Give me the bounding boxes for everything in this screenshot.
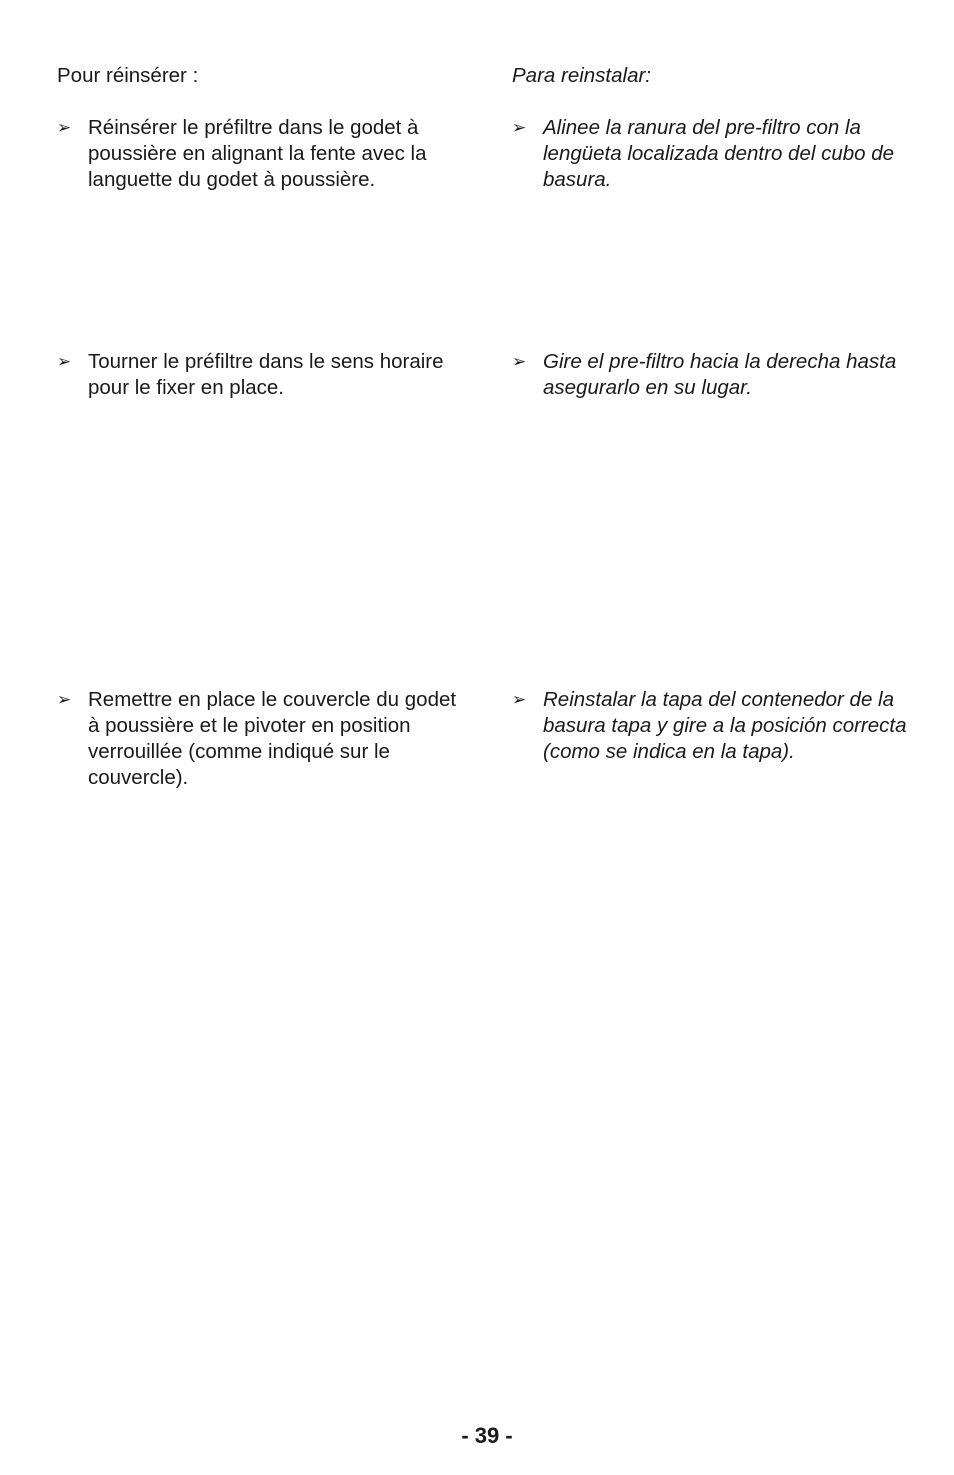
spanish-step-3-text: Reinstalar la tapa del contenedor de la basura tapa y gire a la posición correcta (como se indica en la tapa). xyxy=(543,688,907,763)
spanish-step-1 xyxy=(512,115,932,193)
french-step-3 xyxy=(57,687,467,791)
french-step-3-text: Remettre en place le couvercle du godet à poussière et le pivoter en position verrouillée (comme indiqué sur le couvercle). xyxy=(88,688,457,789)
spanish-step-2-text: Gire el pre-filtro hacia la derecha hasta asegurarlo en su lugar. xyxy=(543,350,897,399)
arrow-bullet-icon: ➢ xyxy=(512,690,527,710)
spanish-heading: Para reinstalar: xyxy=(512,64,652,87)
french-step-1 xyxy=(57,115,467,193)
arrow-bullet-icon: ➢ xyxy=(57,352,72,372)
arrow-bullet-icon: ➢ xyxy=(57,118,72,138)
french-step-1-text: Réinsérer le préfiltre dans le godet à poussière en alignant la fente avec la languette du godet à poussière. xyxy=(88,116,427,191)
spanish-step-1-text: Alinee la ranura del pre-filtro con la lengüeta localizada dentro del cubo de basura. xyxy=(543,116,895,191)
french-step-2 xyxy=(57,349,467,401)
spanish-step-3 xyxy=(512,687,932,765)
french-step-2-text: Tourner le préfiltre dans le sens horaire pour le fixer en place. xyxy=(88,350,444,399)
arrow-bullet-icon: ➢ xyxy=(57,690,72,710)
page-number: - 39 - xyxy=(461,1423,513,1448)
french-heading: Pour réinsérer : xyxy=(57,64,199,87)
arrow-bullet-icon: ➢ xyxy=(512,118,527,138)
arrow-bullet-icon: ➢ xyxy=(512,352,527,372)
spanish-step-2 xyxy=(512,349,932,401)
